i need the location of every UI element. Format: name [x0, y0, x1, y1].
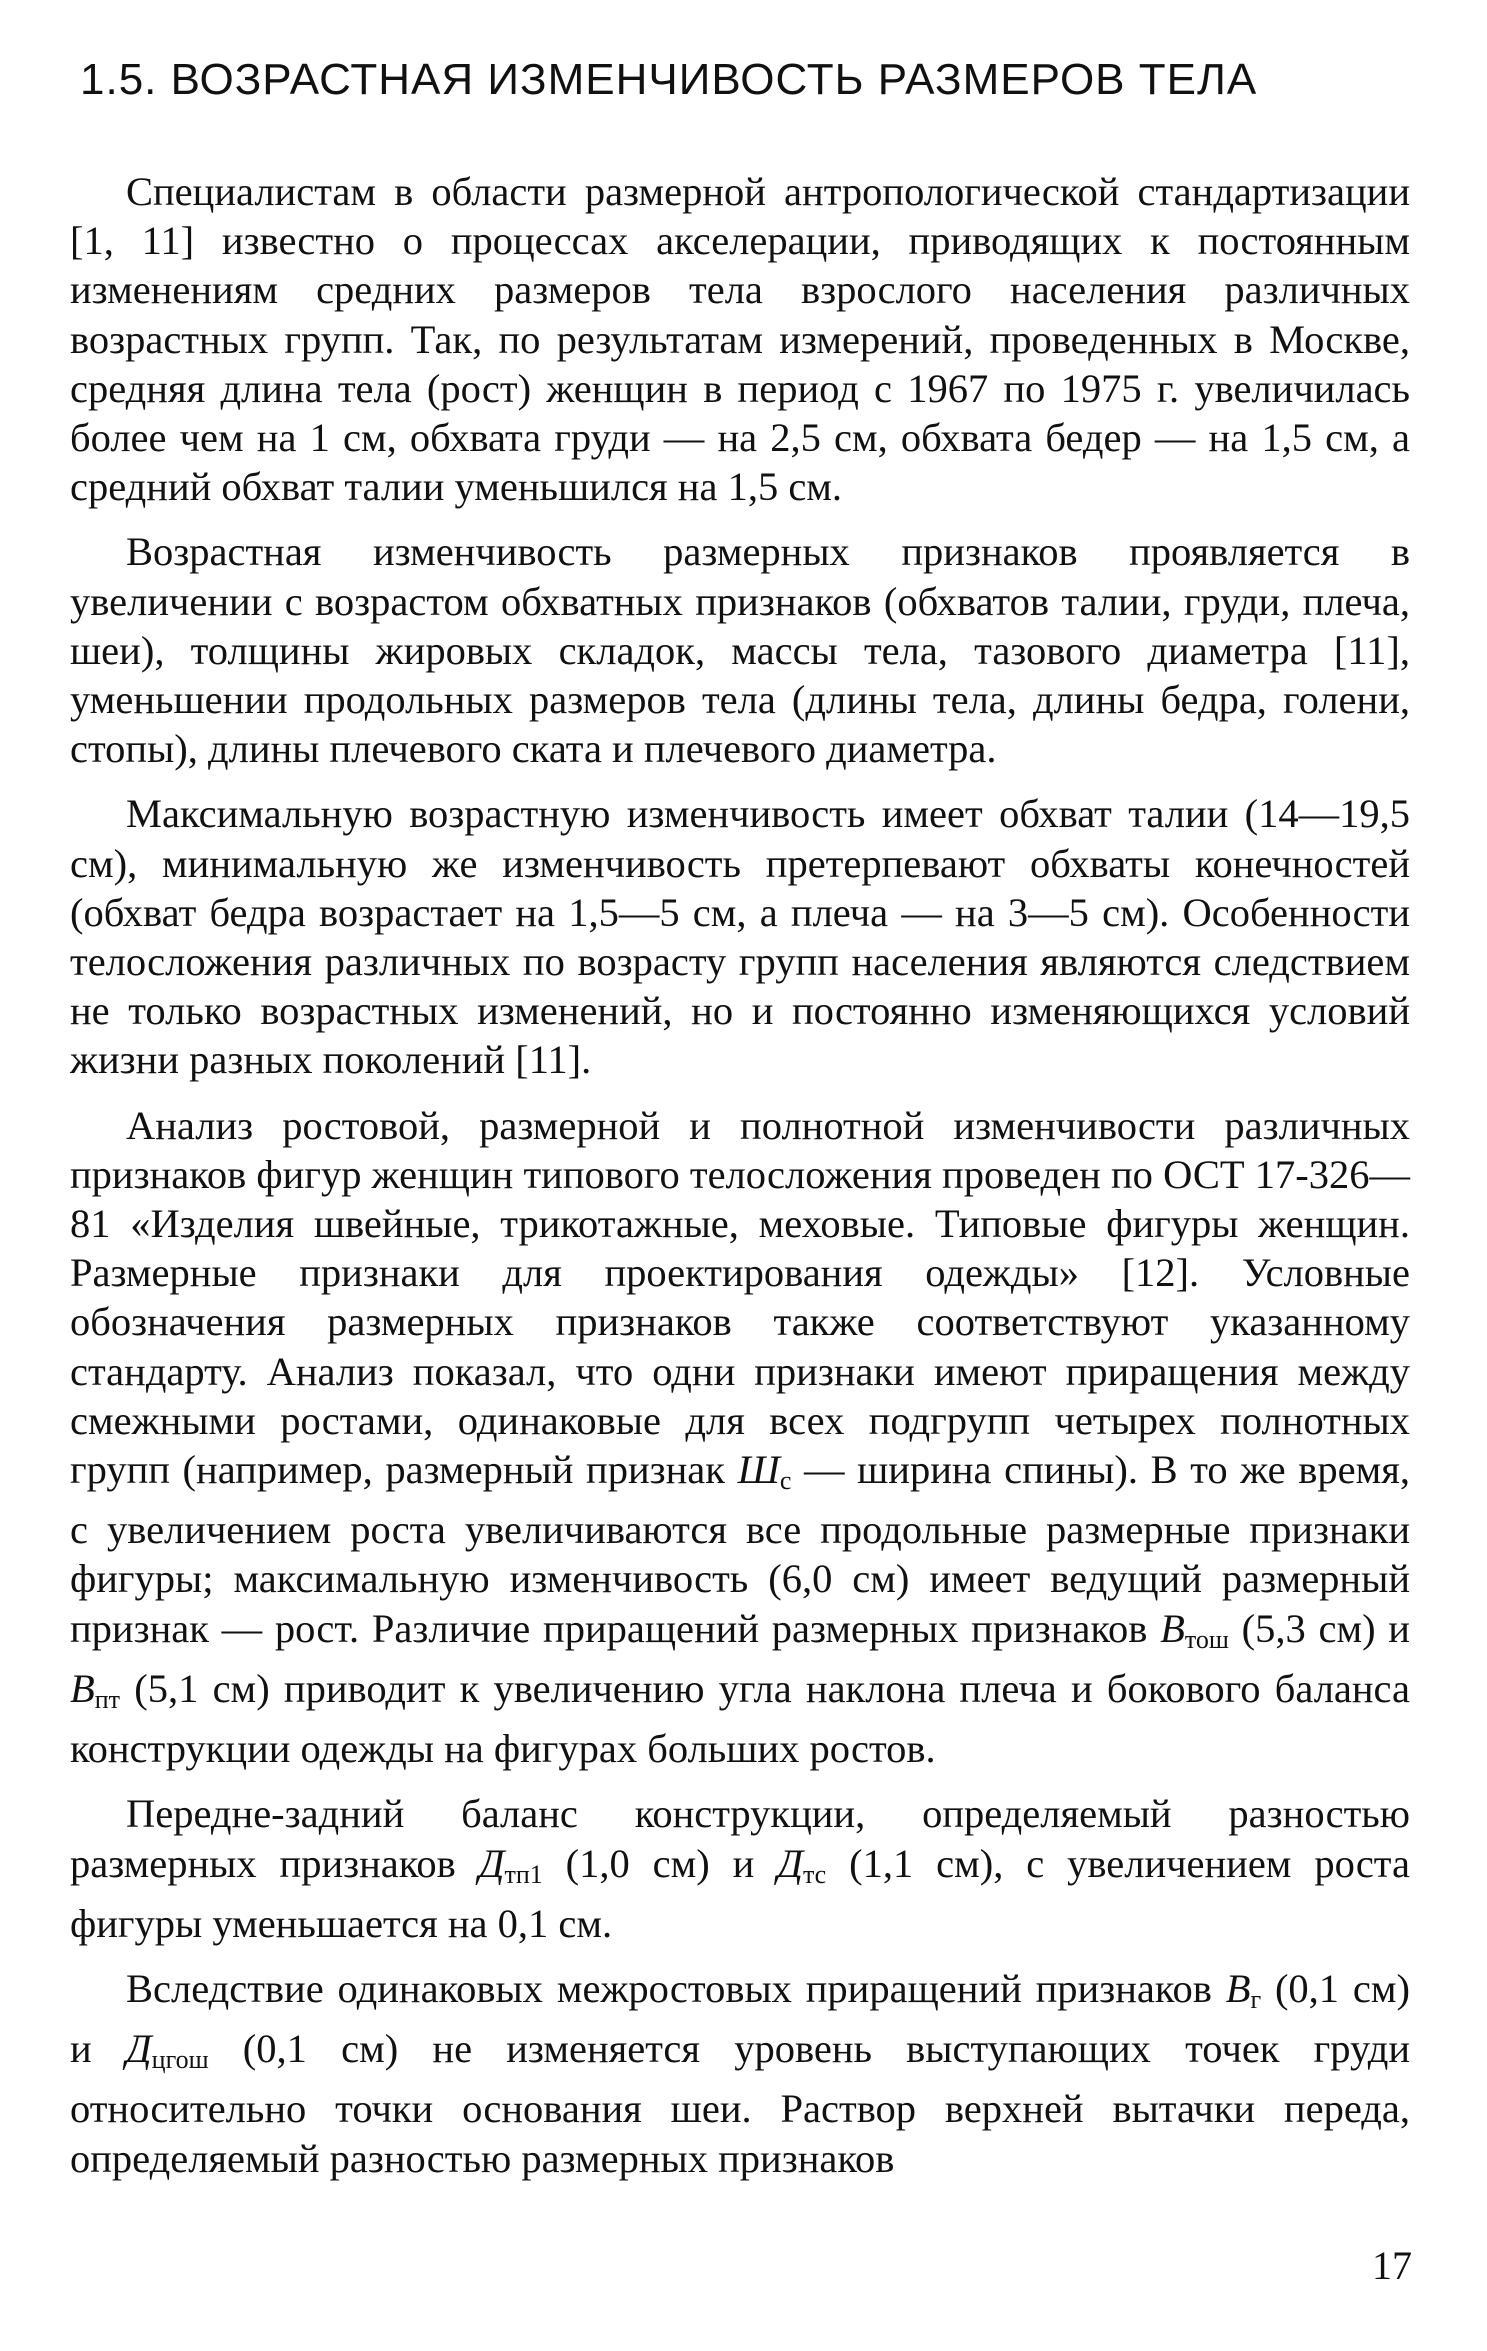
text-run: Специалистам в области размерной антропологической стандартизации [1, 11] известно о процессах акселерации, приводящих к постоянным изменениям средних размеров тела взрослого населения различных возрастных групп. Так, по результатам измерений, проведенных в Москве, средняя длина тела (рост) женщин в период с 1967 по 1975 г. увеличилась более чем на 1 см, обхвата груди — на 2,5 см, обхвата бедер — на 1,5 см, а средний обхват талии уменьшился на 1,5 см.	[70, 169, 1410, 510]
subscript: г	[1250, 1984, 1262, 2014]
page-body	[70, 55, 1410, 2199]
symbol: В	[70, 1665, 95, 1711]
text-run: Вследствие одинаковых межростовых приращений признаков	[126, 1965, 1226, 2011]
text-run: (5,1 см) приводит к увеличению угла наклона плеча и бокового баланса конструкции одежды на фигурах больших ростов.	[70, 1665, 1410, 1772]
subscript: цгош	[151, 2045, 209, 2075]
paragraph	[70, 167, 1410, 511]
symbol: Д	[777, 1840, 803, 1886]
text-run: Возрастная изменчивость размерных признаков проявляется в увеличении с возрастом обхватных признаков (обхватов талии, груди, плеча, шеи), толщины жировых складок, массы тела, тазового диаметра [11], уменьшении продольных размеров тела (длины тела, длины бедра, голени, стопы), длины плечевого ската и плечевого диаметра.	[70, 529, 1410, 772]
paragraph	[70, 527, 1410, 773]
text-run: (0,1 см) и	[70, 1965, 1410, 2072]
symbol: Ш	[737, 1447, 780, 1493]
text-run: (5,3 см) и	[1228, 1605, 1410, 1651]
subscript: пт	[94, 1684, 121, 1714]
text-run: — ширина спины). В то же время, с увеличением роста увеличиваются все продольные размерные признаки фигуры; максимальную изменчивость (6,0 см) имеет ведущий размерный признак — рост. Различие приращений размерных признаков	[70, 1447, 1411, 1651]
subscript: с	[779, 1466, 792, 1496]
paragraph	[70, 1789, 1410, 1948]
text-run: (1,0 см) и	[542, 1840, 778, 1886]
paragraph	[70, 1101, 1410, 1774]
section-title: 1.5. ВОЗРАСТНАЯ ИЗМЕНЧИВОСТЬ РАЗМЕРОВ ТЕЛА	[80, 55, 1258, 104]
text-run: (1,1 см), с увеличением роста фигуры уменьшается на 0,1 см.	[70, 1840, 1410, 1946]
paragraph	[70, 789, 1410, 1084]
paragraph	[70, 1964, 1410, 2183]
subscript: тош	[1184, 1624, 1229, 1654]
symbol: В	[1225, 1965, 1251, 2011]
text-run: Максимальную возрастную изменчивость имеет обхват талии (14—19,5 см), минимальную же изменчивость претерпевают обхваты конечностей (обхват бедра возрастает на 1,5—5 см, а плеча — на 3—5 см). Особенности телосложения различных по возрасту групп населения являются следствием не только возрастных изменений, но и постоянно изменяющихся условий жизни разных поколений [11].	[70, 791, 1410, 1083]
text-run: Передне-задний баланс конструкции, определяемый разностью размерных признаков	[70, 1791, 1410, 1886]
symbol: Д	[478, 1840, 505, 1886]
text-run: Анализ ростовой, размерной и полнотной изменчивости различных признаков фигур женщин типового телосложения проведен по ОСТ 17-326—81 «Изделия швейные, трикотажные, меховые. Типовые фигуры женщин. Размерные признаки для проектирования одежды» [12]. Условные обозначения размерных признаков также соответствуют указанному стандарту. Анализ показал, что одни признаки имеют приращения между смежными ростами, одинаковые для всех подгрупп четырех полнотных групп (например, размерный признак	[70, 1102, 1410, 1493]
text-run: (0,1 см) не изменяется уровень выступающих точек груди относительно точки основания шеи. Раствор верхней вытачки переда, определяемый разностью размерных признаков	[70, 2026, 1410, 2181]
subscript: тс	[803, 1859, 827, 1889]
symbol: В	[1160, 1605, 1185, 1651]
symbol: Д	[125, 2026, 152, 2072]
page-number: 17	[1372, 2243, 1412, 2288]
subscript: тп1	[504, 1859, 543, 1889]
paragraph-list	[70, 167, 1410, 2183]
